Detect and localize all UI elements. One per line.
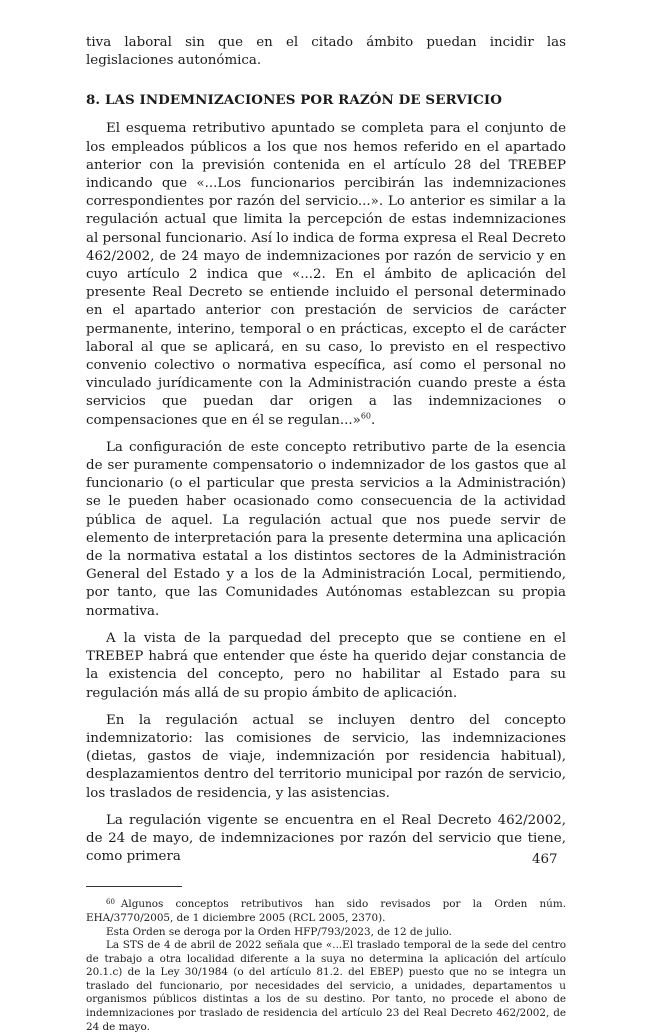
- page-number: 467: [532, 852, 558, 867]
- paragraph-1-text: El esquema retributivo apuntado se completa para el conjunto de los empleados públicos a los que nos hemos referido en el apartado anterior con la previsión contenida en el artículo 28 del TREBEP indicando que «...Los funcionarios percibirán las indemnizaciones correspondientes por razón del servicio...». Lo anterior es similar a la regulación actual que limita la percepción de estas indemnizaciones al personal funcionario. Así lo indica de forma expresa el Real Decreto 462/2002, de 24 mayo de indemnizaciones por razón de servicio y en cuyo artículo 2 indica que «...2. En el ámbito de aplicación del presente Real Decreto se entiende incluido el personal determinado en el apartado anterior con prestación de servicios de carácter permanente, interino, temporal o en prácticas, excepto el de carácter laboral al que se aplicará, en su caso, lo previsto en el respectivo convenio colectivo o normativa específica, así como el personal no vinculado jurídicamente con la Administración cuando preste a ésta servicios que puedan dar origen a las indemnizaciones o compensaciones que en él se regulan...»: [86, 121, 566, 428]
- continued-paragraph: tiva laboral sin que en el citado ámbito puedan incidir las legislaciones autonómica.: [86, 35, 566, 69]
- paragraph-5: La regulación vigente se encuentra en el Real Decreto 462/2002, de 24 de mayo, de indemnizaciones por razón del servicio que tiene, como primera: [86, 812, 566, 865]
- paragraph-2: La configuración de este concepto retributivo parte de la esencia de ser puramente compensatorio o indemnizador de los gastos que al funcionario (o el particular que presta servicios a la Administración) se le pueden haber ocasionado como consecuencia de la actividad pública de aquel. La regulación actual que nos puede servir de elemento de interpretación para la presente determina una aplicación de la normativa estatal a los distintos sectores de la Administración General del Estado y a los de la Administración Local, permitiendo, por tanto, que las Comunidades Autónomas establezcan su propia normativa.: [86, 439, 566, 619]
- footnote-reference[interactable]: 60: [360, 411, 372, 421]
- footnote-60: [86, 896, 566, 925]
- footnote-marker: 60: [106, 898, 115, 907]
- paragraph-4: En la regulación actual se incluyen dentro del concepto indemnizatorio: las comisiones de servicio, las indemnizaciones (dietas, gastos de viaje, indemnización por residencia habitual), desplazamientos dentro del territorio municipal por razón de servicio, los traslados de residencia, y las asistencias.: [86, 712, 566, 801]
- footnote-text-1: Algunos conceptos retributivos han sido revisados por la Orden núm. EHA/3770/2005, de 1 diciembre 2005 (RCL 2005, 2370).: [86, 898, 566, 924]
- footnote-text-2: Esta Orden se deroga por la Orden HFP/793/2023, de 12 de julio.: [106, 925, 452, 938]
- footnote-separator: [86, 886, 182, 887]
- page-content: [86, 34, 566, 1034]
- paragraph-1-end: .: [371, 412, 376, 428]
- paragraph-3: A la vista de la parquedad del precepto que se contiene en el TREBEP habrá que entender que éste ha querido dejar constancia de la existencia del concepto, pero no habilitar al Estado para su regulación más allá de su propio ámbito de aplicación.: [86, 630, 566, 701]
- section-heading: 8. LAS INDEMNIZACIONES POR RAZÓN DE SERVICIO: [86, 92, 502, 109]
- paragraph-1: [86, 120, 566, 429]
- footnote-text-3: La STS de 4 de abril de 2022 señala que «...El traslado temporal de la sede del centro de trabajo a otra localidad diferente a la suya no determina la aplicación del artículo 20.1.c) de la Ley 30/1984 (o del artículo 81.2. del EBEP) puesto que no se integra un traslado del funcionario, por necesidades del servicio, a unidades, departamentos u organismos públicos distintas a los de su destino. Por tanto, no procede el abono de indemnizaciones por traslado de residencia del artículo 23 del Real Decreto 462/2002, de 24 de mayo.: [86, 939, 566, 1033]
